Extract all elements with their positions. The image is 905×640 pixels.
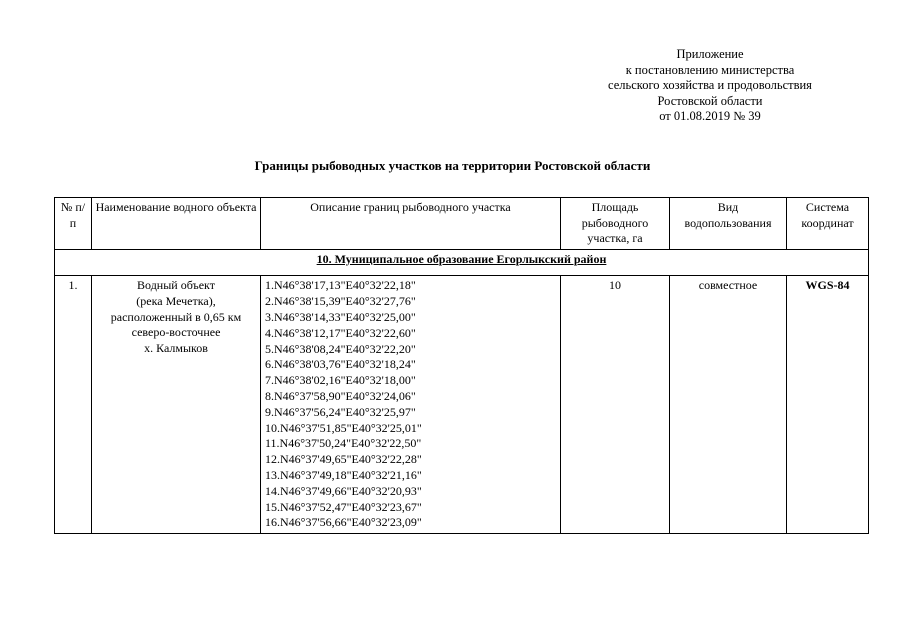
boundary-coordinates bbox=[261, 276, 561, 534]
coordinate-point: 6.N46°38'03,76"E40°32'18,24" bbox=[265, 357, 416, 372]
appendix-header bbox=[560, 47, 860, 125]
table-row bbox=[55, 276, 869, 534]
fish-farming-areas-table bbox=[54, 197, 869, 534]
coordinate-point: 4.N46°38'12,17"E40°32'22,60" bbox=[265, 325, 416, 340]
col-header-area: Площадь рыбоводного участка, га bbox=[561, 198, 670, 250]
col-header-name: Наименование водного объекта bbox=[92, 198, 261, 250]
col-header-type: Вид водопользования bbox=[670, 198, 787, 250]
water-object-name bbox=[92, 276, 261, 534]
coordinate-point: 5.N46°38'08,24"E40°32'22,20" bbox=[265, 341, 416, 356]
name-line: (река Мечетка), bbox=[136, 293, 216, 308]
usage-type: совместное bbox=[670, 276, 787, 534]
coordinate-point: 2.N46°38'15,39"E40°32'27,76" bbox=[265, 294, 416, 309]
area-value: 10 bbox=[561, 276, 670, 534]
coordinate-point: 14.N46°37'49,66"E40°32'20,93" bbox=[265, 483, 422, 498]
coordinate-point: 1.N46°38'17,13"E40°32'22,18" bbox=[265, 278, 416, 293]
coordinate-point: 15.N46°37'52,47"E40°32'23,67" bbox=[265, 499, 422, 514]
name-line: северо-восточнее bbox=[131, 325, 221, 340]
coordinate-point: 13.N46°37'49,18"E40°32'21,16" bbox=[265, 467, 422, 482]
coordinate-point: 3.N46°38'14,33"E40°32'25,00" bbox=[265, 309, 416, 324]
coordinate-point: 12.N46°37'49,65"E40°32'22,28" bbox=[265, 452, 422, 467]
coordinate-point: 16.N46°37'56,66"E40°32'23,09" bbox=[265, 515, 422, 530]
region-line: Ростовской области bbox=[657, 93, 763, 108]
col-header-num: № п/п bbox=[55, 198, 92, 250]
col-header-system: Система координат bbox=[787, 198, 869, 250]
appendix-label: Приложение bbox=[676, 47, 744, 61]
document-title: Границы рыбоводных участков на территории Ростовской области bbox=[254, 158, 651, 173]
name-line: х. Калмыков bbox=[144, 340, 208, 355]
section-title: 10. Муниципальное образование Егорлыкский район bbox=[55, 249, 869, 276]
col-header-desc: Описание границ рыбоводного участка bbox=[261, 198, 561, 250]
section-row bbox=[55, 249, 869, 276]
name-line: расположенный в 0,65 км bbox=[110, 309, 242, 324]
resolution-line: к постановлению министерства bbox=[625, 62, 795, 77]
name-line: Водный объект bbox=[137, 278, 215, 293]
coordinate-point: 11.N46°37'50,24"E40°32'22,50" bbox=[265, 436, 422, 451]
coordinate-point: 10.N46°37'51,85"E40°32'25,01" bbox=[265, 420, 422, 435]
coordinate-point: 8.N46°37'58,90"E40°32'24,06" bbox=[265, 388, 416, 403]
ministry-line: сельского хозяйства и продовольствия bbox=[608, 78, 812, 92]
table-header-row bbox=[55, 198, 869, 250]
date-number-line: от 01.08.2019 № 39 bbox=[659, 109, 761, 123]
coordinate-point: 9.N46°37'56,24"E40°32'25,97" bbox=[265, 404, 416, 419]
coordinate-system: WGS-84 bbox=[787, 276, 869, 534]
coordinate-point: 7.N46°38'02,16"E40°32'18,00" bbox=[265, 373, 416, 388]
row-number: 1. bbox=[55, 276, 92, 534]
